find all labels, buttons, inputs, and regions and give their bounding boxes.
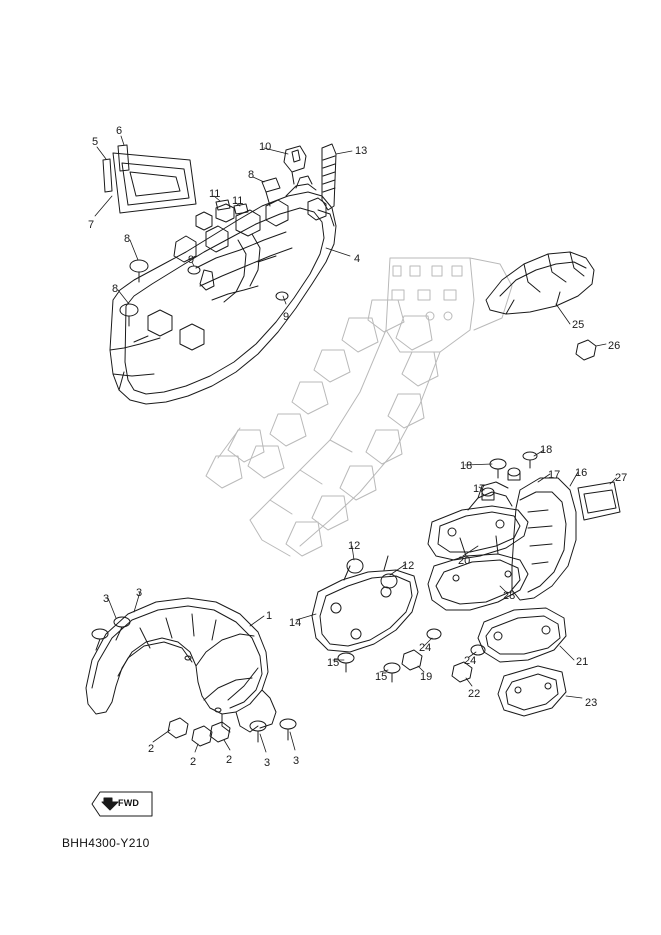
callout-number: 3 — [136, 587, 143, 599]
leader-lines — [95, 136, 616, 752]
part-9-washer-b — [276, 292, 288, 300]
callout-number: 19 — [420, 671, 433, 683]
callout-number: 5 — [92, 136, 99, 148]
part-9-washer-a — [188, 266, 200, 274]
part-3-screw-d — [280, 719, 296, 740]
callout-number: 27 — [615, 472, 628, 484]
callout-number: 3 — [293, 755, 300, 767]
callout-number: 2 — [148, 743, 155, 755]
part-3-screw-c — [250, 721, 266, 742]
callout-number: 26 — [608, 340, 621, 352]
part-13-long-bolt — [322, 144, 336, 210]
part-18-screw-a — [490, 459, 506, 478]
callout-number: 16 — [575, 467, 588, 479]
part-24-washer-a — [427, 629, 441, 639]
part-3-screw-b — [92, 629, 108, 650]
callout-number: 17 — [548, 469, 561, 481]
callout-number: 8 — [248, 169, 255, 181]
part-2-nut-b — [192, 726, 212, 746]
callout-number: 23 — [585, 697, 598, 709]
callout-number: 10 — [259, 141, 272, 153]
part-6-strip — [118, 145, 129, 171]
callout-number: 24 — [464, 655, 477, 667]
part-1-front-fender — [86, 598, 276, 732]
callout-number: 15 — [327, 657, 340, 669]
part-2-nut-c — [210, 722, 230, 742]
callout-number: 3 — [103, 593, 110, 605]
callout-number: 11 — [232, 195, 244, 207]
callout-number: 12 — [348, 540, 361, 552]
ghost-frame — [206, 258, 512, 556]
callout-number: 2 — [190, 756, 197, 768]
callout-number: 4 — [354, 253, 361, 265]
part-23-bottom-plate — [498, 666, 566, 716]
callout-number: 8 — [112, 283, 119, 295]
part-27-license-plate — [578, 482, 620, 520]
part-16-tail-bracket — [512, 478, 576, 600]
part-8-bolt-c — [120, 304, 138, 326]
callout-number: 14 — [289, 617, 302, 629]
part-10-connector — [284, 146, 306, 184]
part-21-rear-plate — [478, 608, 566, 662]
part-8-bolt-b — [130, 260, 148, 282]
fwd-direction-label: FWD — [118, 798, 140, 808]
callout-number: 11 — [209, 188, 221, 200]
callout-number: 18 — [460, 460, 473, 472]
callout-number: 18 — [540, 444, 553, 456]
part-25-bracket — [486, 252, 594, 314]
part-15-bolt-a — [338, 653, 354, 672]
part-8-bolt-a — [262, 178, 280, 206]
callout-number: 22 — [468, 688, 481, 700]
callout-number: 15 — [375, 671, 388, 683]
callout-number: 2 — [226, 754, 233, 766]
callout-number: 9 — [188, 254, 195, 266]
callout-number: 6 — [116, 125, 123, 137]
callout-number: 13 — [355, 145, 368, 157]
callout-number: 1 — [266, 610, 273, 622]
callout-number: 8 — [124, 233, 131, 245]
callout-number: 21 — [576, 656, 589, 668]
callout-number: 7 — [88, 219, 95, 231]
part-18-screw-b — [523, 452, 537, 468]
callout-number: 12 — [402, 560, 415, 572]
part-26-nut — [576, 340, 596, 360]
callout-number: 28 — [503, 590, 516, 602]
callout-number: 9 — [283, 311, 290, 323]
part-7-pad — [113, 153, 196, 213]
part-2-nut-a — [168, 718, 188, 738]
part-12-grommet-a — [347, 559, 363, 573]
callout-number: 17 — [473, 483, 486, 495]
part-5-strip — [103, 159, 112, 192]
callout-number: 20 — [458, 555, 471, 567]
callout-number: 25 — [572, 319, 585, 331]
part-17-collar-a — [508, 468, 520, 480]
callout-number: 3 — [264, 757, 271, 769]
callout-number: 24 — [419, 642, 432, 654]
diagram-code-label: BHH4300-Y210 — [62, 836, 150, 850]
